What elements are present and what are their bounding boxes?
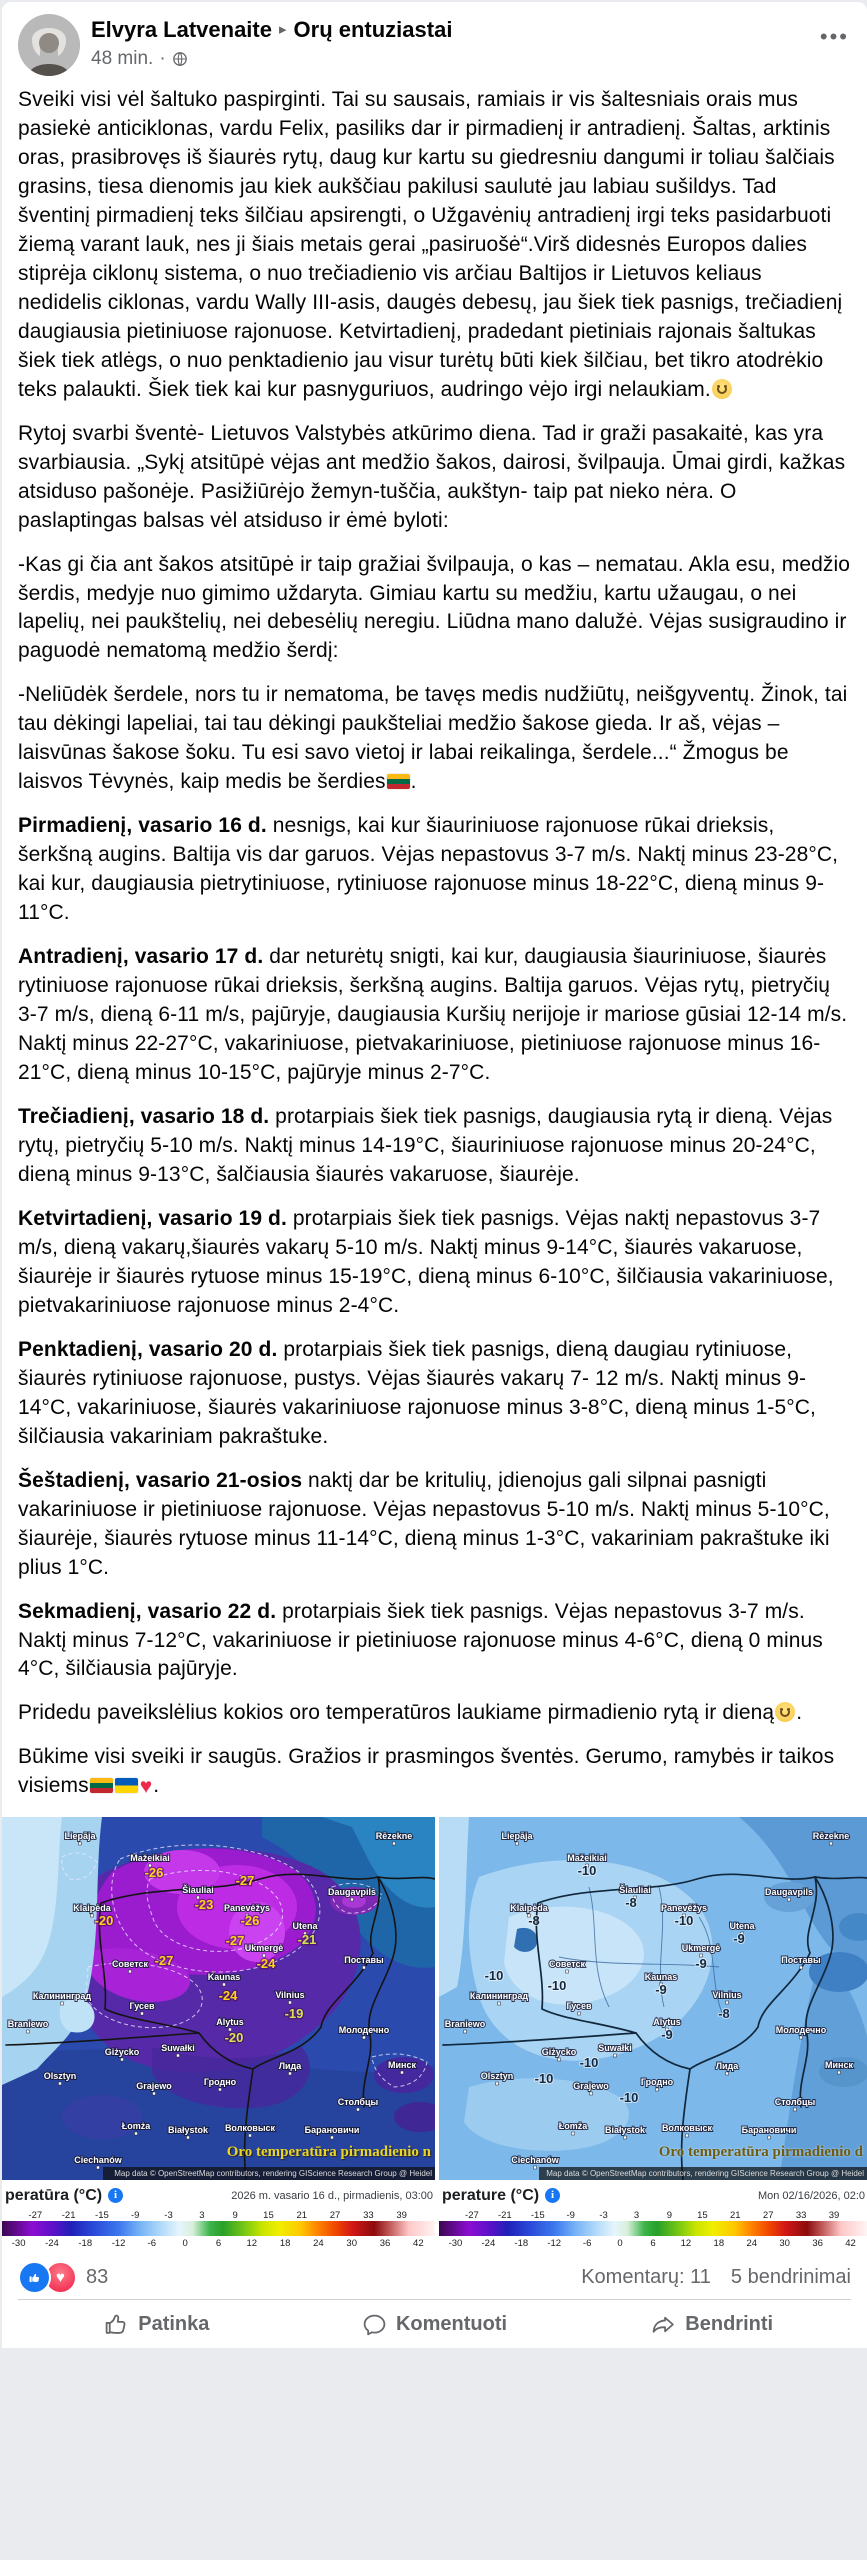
author-name[interactable]: Elvyra Latvenaite [91,17,272,42]
svg-text:Suwałki: Suwałki [161,2043,195,2054]
svg-text:-26: -26 [144,1865,164,1881]
post-paragraph: Sekmadienį, vasario 22 d. protarpiais šiek tiek pasnigs. Vėjas nepastovus 3-7 m/s. Naktį minus 7-12°C, vakariniuose ir pietiniuose rajonuose minus 4-6°C, dieną 0 minus 4°C, šilčiausia pajūryje. [18,1599,823,1681]
post-paragraph: Pirmadienį, vasario 16 d. nesnigs, kai kur šiauriniuose rajonuose rūkai drieksis, šerkšną augins. Baltija vis dar garuos. Vėjas nepastovus 3-7 m/s. Naktį minus 23-28°C, kai kur, daugiausia pietrytiniuose, rytiniuose rajonuose minus 18-22°C, dieną minus 9-11°C. [18,814,839,925]
svg-text:Rēzekne: Rēzekne [375,1831,413,1842]
temperature-legend-left [2,2180,435,2252]
svg-text:Vilnius: Vilnius [275,1990,305,2001]
night-temperature-map [2,1817,435,2180]
info-icon[interactable]: i [108,2188,123,2203]
svg-text:Калининград: Калининград [32,1991,92,2002]
post-paragraph: -Kas gi čia ant šakos atsitūpė ir taip gražiai švilpauja, o kas – nematau. Akla esu, medžio šerdis, medyje nuo gimimo uždaryta. Gimiau kartu su medžiu, kartu užaugau, o nei lapelių, nei paukštelių, nei debesėlių neregiu. Liūdna mano dalužė. Vėjas susigraudino ir paguodė nematomą medžio šerdį: [18,552,851,663]
svg-text:Гусев: Гусев [129,2001,155,2012]
svg-text:Поставы: Поставы [781,1955,821,1966]
map-title-night: Oro temperatūra pirmadienio n [226,2144,431,2161]
svg-text:Молодечно: Молодечно [338,2025,390,2036]
svg-text:Białystok: Białystok [167,2125,209,2136]
svg-text:Utena: Utena [729,1921,755,1932]
svg-text:Ukmergė: Ukmergė [244,1943,284,1954]
legend-ticks-bottom: -30 -24 -18 -12 -6 0 6 12 18 24 30 36 42 [11,2238,424,2250]
svg-text:Vilnius: Vilnius [712,1990,742,2001]
svg-text:Mažeikiai: Mažeikiai [567,1853,607,1864]
svg-text:-8: -8 [528,1913,540,1929]
svg-text:-24: -24 [256,1956,276,1972]
svg-text:-8: -8 [625,1895,637,1911]
post-paragraph: Ketvirtadienį, vasario 19 d. protarpiais šiek tiek pasnigs. Vėjas naktį nepastovus 3-7 m/s, dieną vakarų,šiaurės vakarų 5-10 m/s. Naktį minus 9-14°C, šiaurės vakaruose, šiaurėje ir šiaurės rytuose minus 15-19°C, dieną minus 6-10°C, šilčiausia vakariniuose, pietvakariniuose rajonuose minus 2-4°C. [18,1206,834,1317]
svg-text:-9: -9 [695,1956,707,1972]
svg-text:Panevėžys: Panevėžys [660,1903,708,1914]
legend-label: peratūra (°C) [5,2186,103,2204]
map-title-day: Oro temperatūra pirmadienio d [658,2144,863,2161]
post-text [2,84,867,1802]
svg-text:-10: -10 [577,1863,597,1879]
meta-dot: · [159,48,166,70]
share-arrow-icon [651,2312,676,2337]
svg-text:Поставы: Поставы [344,1955,384,1966]
action-bar [18,2300,851,2348]
post-meta [91,48,818,70]
svg-text:-21: -21 [297,1932,317,1948]
like-button[interactable] [18,2300,296,2348]
weather-map-day-image[interactable] [439,1817,867,2252]
share-button[interactable] [573,2300,851,2348]
share-button-label: Bendrinti [685,2312,774,2335]
day-temperature-map [439,1817,867,2180]
svg-text:Молодечно: Молодечно [775,2025,827,2036]
map-attribution: Map data © OpenStreetMap contributors, rendering GIScience Research Group @ Heidel [539,2167,867,2180]
comments-count[interactable]: Komentarų: 11 [581,2265,711,2288]
post-paragraph: Trečiadienį, vasario 18 d. protarpiais šiek tiek pasnigs, daugiausia rytą ir dieną. Vėjas rytų, pietryčių 5-10 m/s. Naktį minus 14-19°C, šiauriniuose rajonuose minus 20-24°C, dieną minus 9-13°C, šalčiausia šiaurės vakaruose, šiaurėje. [18,1105,833,1186]
love-reaction-icon: ♥ [44,2261,77,2294]
svg-text:Klaipėda: Klaipėda [510,1903,548,1914]
group-name[interactable]: Orų entuziastai [293,17,453,42]
like-button-label: Patinka [138,2312,210,2335]
more-options-button[interactable]: ••• [818,22,851,52]
info-icon[interactable]: i [545,2188,560,2203]
svg-text:Kaunas: Kaunas [207,1972,241,1983]
post-paragraph: Pridedu paveikslėlius kokios oro temperatūros laukiame pirmadienio rytą ir dieną . [18,1701,803,1725]
name-row [91,17,818,43]
svg-text:-9: -9 [733,1931,745,1947]
legend-ticks-top: -27 -21 -15 -9 -3 3 9 15 21 27 33 39 [465,2210,840,2222]
temperature-legend-right [439,2180,867,2252]
svg-text:-24: -24 [218,1988,238,2004]
comment-bubble-icon [362,2312,387,2337]
engagement-counts [18,2256,851,2298]
svg-text:Panevėžys: Panevėžys [223,1903,271,1914]
shares-count[interactable]: 5 bendrinimai [730,2265,851,2288]
reactions-summary[interactable] [18,2261,108,2294]
post-paragraph: Šeštadienį, vasario 21-osios naktį dar be kritulių, įdienojus gali silpnai pasnigti vakariniuose ir pietiniuose rajonuose. Vėjas nepastovus 5-10 m/s. Naktį minus 5-10°C, šiaurėje, šiaurės rytuose minus 11-14°C, dieną minus 1-3°C, vakariniam pakraštuke iki plius 1°C. [18,1468,830,1579]
svg-text:Столбцы: Столбцы [774,2097,816,2108]
svg-text:Барановичи: Барановичи [304,2125,360,2136]
post-images [2,1817,867,2252]
svg-text:-26: -26 [240,1913,260,1929]
legend-date: 2026 m. vasario 16 d., pirmadienis, 03:00 [231,2189,433,2202]
svg-text:Liepāja: Liepāja [501,1831,533,1842]
legend-ticks-top: -27 -21 -15 -9 -3 3 9 15 21 27 33 39 [28,2210,407,2222]
svg-text:Калининград: Калининград [469,1991,529,2002]
svg-text:Olsztyn: Olsztyn [480,2071,514,2082]
svg-text:Braniewo: Braniewo [7,2019,49,2030]
svg-text:-10: -10 [534,2071,554,2087]
post-paragraph: Penktadienį, vasario 20 d. protarpiais šiek tiek pasnigs, dieną daugiau rytiniuose, šiaurės rytiniuose rajonuose, pustys. Vėjas šiaurės vakarų 7- 12 m/s. Naktį minus 9-14°C, vakariniuose, šiaurės vakariniuose rajonuose minus 3-8°C, dieną minus 1-5°C, šilčiausia vakariniam pakraštuke. [18,1337,816,1448]
svg-text:Лида: Лида [278,2061,302,2072]
svg-text:-20: -20 [224,2030,244,2046]
svg-text:Daugavpils: Daugavpils [764,1887,814,1898]
lithuania-flag-emoji [90,1778,113,1793]
post-paragraph: -Neliūdėk šerdele, nors tu ir nematoma, be tavęs medis nudžiūtų, neišgyventų. Žinok, tai tau dėkingi lapeliai, tai tau dėkingi paukšteliai medžio šakose gieda. Ir aš, vėjas – laisvūnas šakose šoku. Tu esi savo vietoj ir labai reikalinga, šerdele...“ Žmogus be laisvos Tėvynės, kaip medis be šerdies . [18,683,848,794]
svg-text:Białystok: Białystok [604,2125,646,2136]
svg-text:-10: -10 [484,1968,504,1984]
globe-icon [172,51,188,67]
post-footer [2,2252,867,2348]
svg-text:Советск: Советск [111,1959,149,1970]
header-text [91,14,818,76]
svg-text:Ciechanów: Ciechanów [74,2155,122,2166]
post-timestamp[interactable]: 48 min. [91,48,154,70]
svg-text:Grajewo: Grajewo [136,2081,172,2092]
svg-text:Giżycko: Giżycko [541,2047,577,2058]
smile-emoji [712,379,732,399]
svg-text:Барановичи: Барановичи [741,2125,797,2136]
svg-text:Liepāja: Liepāja [64,1831,96,1842]
svg-text:Mažeikiai: Mažeikiai [130,1853,170,1864]
post-paragraph: Antradienį, vasario 17 d. dar neturėtų snigti, kai kur, daugiausia šiauriniuose, šiaurės rytiniuose rajonuose rūkai drieksis, šerkšną augins. Baltija garuos. Vėjas rytų, pietryčių 3-7 m/s, dieną 6-11 m/s, pajūryje, daugiausia Kuršių nerijoje ir mariose gūsiai 12-14 m/s. Naktį minus 22-27°C, vakariniuose, pietvakariniuose, pietiniuose rajonuose minus 16-21°C, dieną minus 10-15°C, pajūryje minus 2-7°C. [18,945,848,1085]
post-paragraph: Sveiki visi vėl šaltuko paspirginti. Tai su sausais, ramiais ir vis šaltesniais orais mus pasiekė anticiklonas, vardu Felix, pasiliks dar ir pirmadienį ir antradienį. Šaltas, arktinis oras, prasibrovęs iš šiaurės rytų, daug kur kartu su giedresniu dangumi ir toliau šalčiais grasins, tiesa dienomis jau kiek aukščiau pakilusi saulutė jau labiau sušildys. Tad šventinį pirmadienį teks šilčiau apsirengti, o Užgavėnių antradienį irgi teks pasidarbuoti žiemą varant lauk, nes ji šiais metais gerai „pasiruošė“.Virš didesnės Europos dalies stiprėja ciklonų sistema, o nuo trečiadienio vis arčiau Baltijos ir Lietuvos keliaus nedidelis ciklonas, vardu Wally III-asis, daugės debesų, jau šiek tiek pasnigs, trečiadienį daugiausia pietiniuose rajonuose. Ketvirtadienį, pradedant pietiniais rajonais šaltukas šiek tiek atlėgs, o nuo penktadienio jau visur turėtų būti kiek šilčiau, bet tikro atodrėkio teks palaukti. Šiek tiek kai kur pasnyguriuos, audringo vėjo irgi nelaukiam. [18,88,843,401]
post-paragraph: Rytoj svarbi šventė- Lietuvos Valstybės atkūrimo diena. Tad ir graži pasakaitė, kas yra svarbiausia. „Sykį atsitūpė vėjas ant medžio šakos, dairosi, švilpauja. Ūmai girdi, kažkas atsiduso pašonėje. Pasižiūrėjo žemyn-tuščia, aukštyn- taip pat nieko nėra. O paslaptingas balsas vėl atsiduso ir ėmė byloti: [18,421,846,532]
svg-text:Daugavpils: Daugavpils [327,1887,377,1898]
svg-text:Гусев: Гусев [566,2001,592,2012]
svg-text:Советск: Советск [548,1959,586,1970]
svg-text:-10: -10 [619,2090,639,2106]
svg-text:Šiauliai: Šiauliai [182,1885,214,1896]
svg-text:Alytus: Alytus [653,2017,681,2028]
svg-text:-27: -27 [154,1953,174,1969]
svg-text:Ukmergė: Ukmergė [681,1943,721,1954]
svg-text:Šiauliai: Šiauliai [619,1885,651,1896]
svg-text:Łomża: Łomża [121,2121,151,2132]
svg-text:-19: -19 [284,2006,304,2022]
svg-text:Łomża: Łomża [558,2121,588,2132]
svg-text:Rēzekne: Rēzekne [812,1831,850,1842]
post-header [2,2,867,84]
post-paragraph: Būkime visi sveiki ir saugūs. Gražios ir prasmingos šventės. Gerumo, ramybės ir taikos visiems ♥. [18,1743,851,1802]
svg-text:Giżycko: Giżycko [104,2047,140,2058]
legend-ticks-bottom: -30 -24 -18 -12 -6 0 6 12 18 24 30 36 42 [448,2238,856,2250]
avatar[interactable] [18,14,80,76]
svg-text:-10: -10 [674,1913,694,1929]
temperature-colorbar [2,2221,435,2236]
svg-text:-10: -10 [579,2055,599,2071]
svg-text:Klaipėda: Klaipėda [73,1903,111,1914]
svg-text:-23: -23 [194,1897,214,1913]
thumbs-up-icon [104,2312,129,2337]
svg-text:Минск: Минск [388,2060,416,2071]
svg-text:-9: -9 [661,2027,673,2043]
svg-text:Grajewo: Grajewo [573,2081,609,2092]
like-reaction-icon [18,2261,51,2294]
svg-text:Alytus: Alytus [216,2017,244,2028]
map-attribution: Map data © OpenStreetMap contributors, rendering GIScience Research Group @ Heidel [103,2167,435,2180]
svg-text:Гродно: Гродно [640,2077,674,2088]
ukraine-flag-emoji [115,1778,138,1793]
svg-text:Utena: Utena [292,1921,318,1932]
svg-text:Olsztyn: Olsztyn [43,2071,77,2082]
legend-date: Mon 02/16/2026, 02:0 [757,2189,865,2202]
avatar-portrait [18,14,80,76]
svg-text:Kaunas: Kaunas [644,1972,678,1983]
svg-text:Лида: Лида [715,2061,739,2072]
svg-text:Минск: Минск [825,2060,853,2071]
svg-text:Гродно: Гродно [203,2077,237,2088]
lithuania-flag-emoji [387,774,410,789]
svg-text:Волковыск: Волковыск [224,2123,276,2134]
svg-text:-8: -8 [718,2006,730,2022]
heart-emoji: ♥ [139,1775,153,1799]
reaction-count[interactable]: 83 [86,2265,109,2288]
svg-text:-9: -9 [655,1982,667,1998]
facebook-post [2,2,867,2348]
svg-text:Ciechanów: Ciechanów [511,2155,559,2166]
weather-map-night-image[interactable] [2,1817,435,2252]
temperature-colorbar [439,2221,867,2236]
svg-text:Braniewo: Braniewo [444,2019,486,2030]
svg-text:-27: -27 [235,1873,255,1889]
svg-text:Столбцы: Столбцы [337,2097,379,2108]
comment-button-label: Komentuoti [395,2312,508,2335]
legend-label: perature (°C) [442,2186,540,2204]
svg-text:-20: -20 [94,1913,114,1929]
svg-text:-27: -27 [225,1933,245,1949]
svg-text:Suwałki: Suwałki [598,2043,632,2054]
svg-text:-10: -10 [547,1978,567,1994]
smile-emoji [775,1702,795,1722]
svg-text:Волковыск: Волковыск [661,2123,713,2134]
chevron-right-icon: ▸ [278,21,287,39]
comment-button[interactable] [296,2300,574,2348]
